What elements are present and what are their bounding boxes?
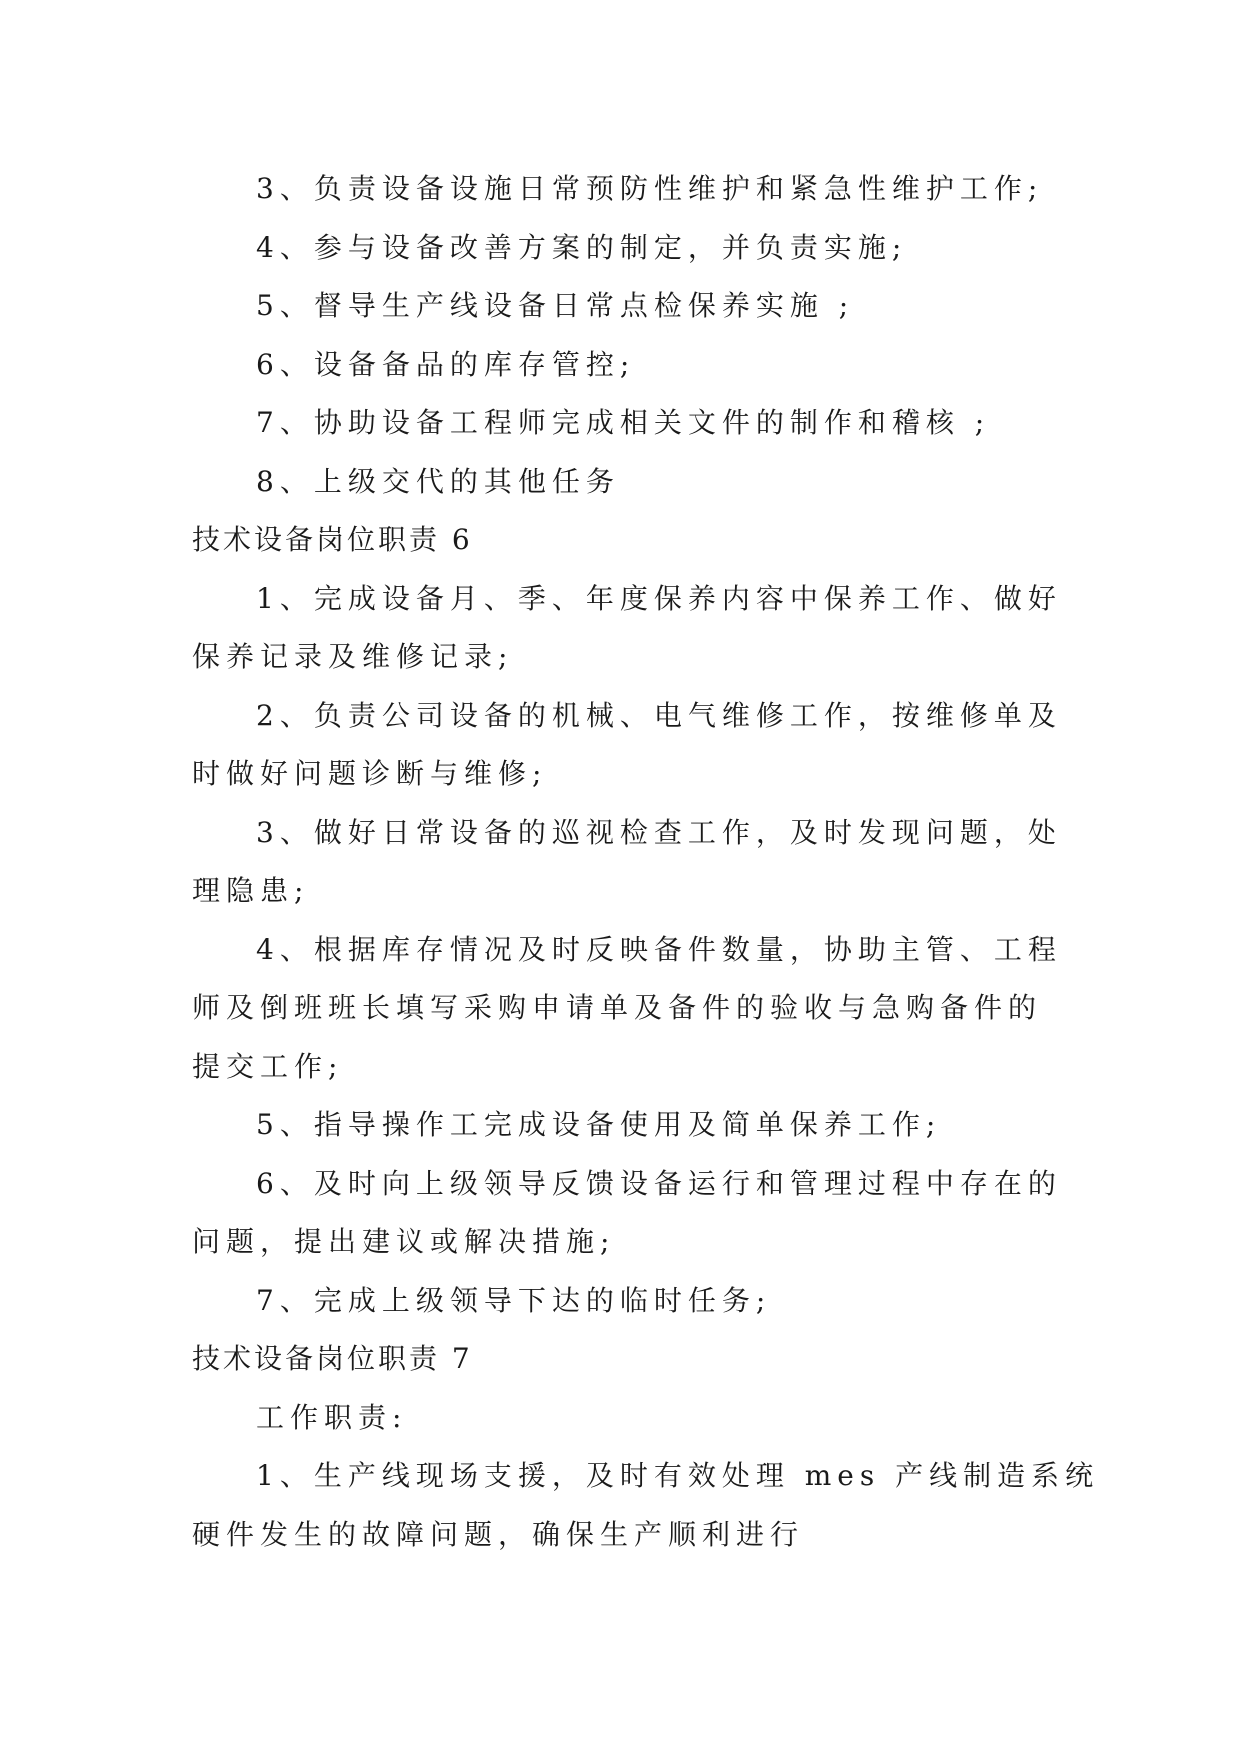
text-line: 3、负责设备设施日常预防性维护和紧急性维护工作; [256, 172, 1044, 205]
text-line: 硬件发生的故障问题，确保生产顺利进行 [192, 1517, 805, 1551]
text-line: 理隐患; [192, 874, 310, 907]
text-line: 5、督导生产线设备日常点检保养实施 ; [256, 289, 855, 322]
text-line: 8、上级交代的其他任务 [256, 464, 620, 498]
section-heading: 技术设备岗位职责 7 [192, 1342, 473, 1375]
text-line: 问题，提出建议或解决措施; [192, 1225, 616, 1258]
text-line: 1、完成设备月、季、年度保养内容中保养工作、做好 [256, 581, 1062, 615]
text-line: 2、负责公司设备的机械、电气维修工作，按维修单及 [256, 698, 1062, 732]
text-line: 提交工作; [192, 1049, 344, 1083]
text-line: 师及倒班班长填写采购申请单及备件的验收与急购备件的 [192, 991, 1043, 1024]
text-line: 保养记录及维修记录; [192, 640, 514, 673]
section-heading: 技术设备岗位职责 6 [192, 523, 473, 556]
document-body [192, 160, 1100, 1564]
text-line: 1、生产线现场支援，及时有效处理 mes 产线制造系统 [256, 1459, 1100, 1492]
text-line: 3、做好日常设备的巡视检查工作，及时发现问题，处 [256, 815, 1062, 849]
text-line: 5、指导操作工完成设备使用及简单保养工作; [256, 1108, 942, 1141]
text-line: 6、及时向上级领导反馈设备运行和管理过程中存在的 [256, 1166, 1062, 1200]
text-line: 工作职责: [256, 1400, 408, 1434]
text-line: 4、参与设备改善方案的制定，并负责实施; [256, 230, 908, 264]
text-line: 7、完成上级领导下达的临时任务; [256, 1283, 772, 1317]
text-line: 7、协助设备工程师完成相关文件的制作和稽核 ; [256, 406, 991, 439]
text-line: 时做好问题诊断与维修; [192, 757, 548, 790]
text-line: 6、设备备品的库存管控; [256, 347, 636, 381]
text-line: 4、根据库存情况及时反映备件数量，协助主管、工程 [256, 932, 1062, 966]
